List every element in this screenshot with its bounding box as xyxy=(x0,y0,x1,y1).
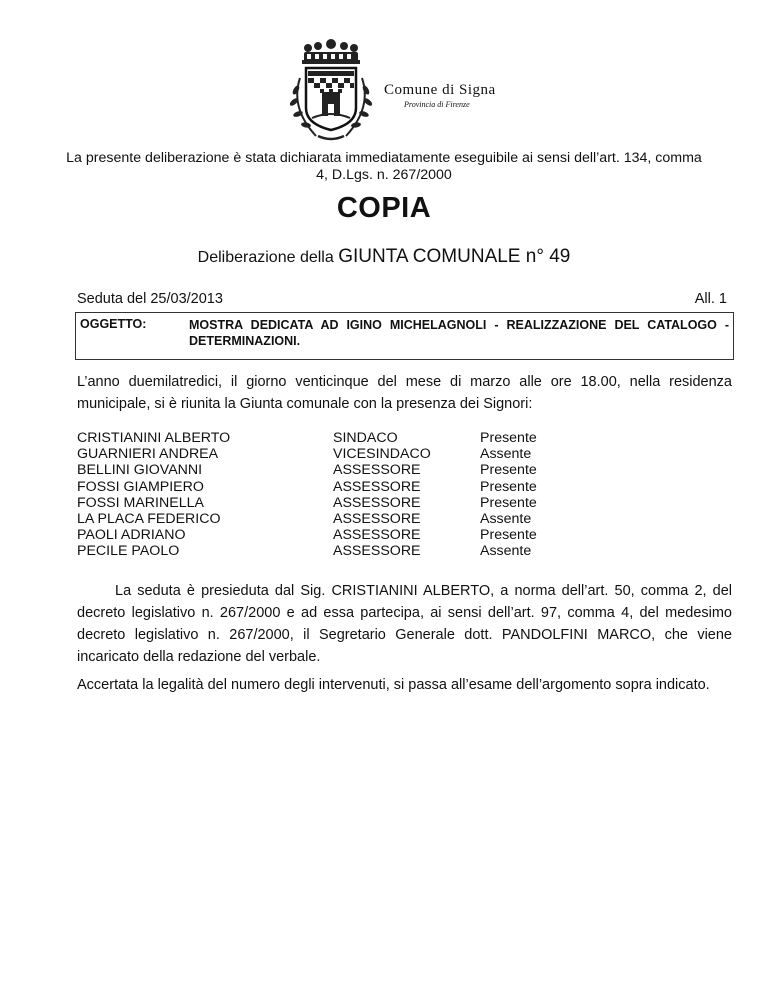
province-name: Provincia di Firenze xyxy=(404,100,470,109)
member-row xyxy=(77,543,577,559)
member-name: PAOLI ADRIANO xyxy=(77,527,186,544)
member-role: ASSESSORE xyxy=(333,510,421,527)
member-name: PECILE PAOLO xyxy=(77,543,180,560)
crown-icon xyxy=(302,39,360,64)
member-name: CRISTIANINI ALBERTO xyxy=(77,430,231,446)
member-status: Presente xyxy=(480,478,537,495)
member-status: Presente xyxy=(480,462,537,479)
member-row xyxy=(77,527,577,543)
member-role: ASSESSORE xyxy=(333,527,421,544)
municipality-name: Comune di Signa xyxy=(384,82,496,98)
member-role: ASSESSORE xyxy=(333,462,421,479)
member-role: SINDACO xyxy=(333,430,398,446)
member-status: Assente xyxy=(480,510,532,527)
deliberation-prefix: Deliberazione della xyxy=(197,249,334,266)
member-status: Presente xyxy=(480,494,537,511)
member-role: ASSESSORE xyxy=(333,478,421,495)
subject-text: MOSTRA DEDICATA AD IGINO MICHELAGNOLI - REALIZZAZIONE DEL CATALOGO - DETERMINAZIONI. xyxy=(189,318,729,348)
member-role: VICESINDACO xyxy=(333,446,431,463)
session-date: Seduta del 25/03/2013 xyxy=(77,291,223,307)
member-status: Assente xyxy=(480,543,532,560)
member-name: FOSSI GIAMPIERO xyxy=(77,478,204,495)
members-list xyxy=(77,430,577,560)
presidency-paragraph: La seduta è presieduta dal Sig. CRISTIANINI ALBERTO, a norma dell’art. 50, comma 2, del decreto legislativo n. 267/2000 e ad essa partecipa, ai sensi dell’art. 97, comma 4, del medesimo decreto legislativo n. 267/2000, il Segretario Generale dott. PANDOLFINI MARCO, che viene incaricato della redazione del verbale. xyxy=(77,583,732,665)
member-name: FOSSI MARINELLA xyxy=(77,494,204,511)
deliberation-title xyxy=(0,246,768,268)
member-row xyxy=(77,479,577,495)
quorum-paragraph: Accertata la legalità del numero degli intervenuti, si passa all’esame dell’argomento sopra indicato. xyxy=(77,677,710,693)
member-role: ASSESSORE xyxy=(333,543,421,560)
intro-paragraph: L’anno duemilatredici, il giorno venticinque del mese di marzo alle ore 18.00, nella residenza municipale, si è riunita la Giunta comunale con la presenza dei Signori: xyxy=(77,374,732,412)
member-name: LA PLACA FEDERICO xyxy=(77,510,221,527)
member-row xyxy=(77,430,577,446)
deliberation-body: GIUNTA COMUNALE n° 49 xyxy=(338,246,571,267)
member-row xyxy=(77,511,577,527)
member-status: Presente xyxy=(480,430,537,446)
subject-label: OGGETTO: xyxy=(80,317,147,331)
member-status: Assente xyxy=(480,446,532,463)
member-status: Presente xyxy=(480,527,537,544)
member-row xyxy=(77,462,577,478)
member-role: ASSESSORE xyxy=(333,494,421,511)
subject-box xyxy=(75,312,734,360)
copy-heading: COPIA xyxy=(336,192,432,224)
member-name: BELLINI GIOVANNI xyxy=(77,462,203,479)
municipality-header xyxy=(384,82,554,109)
member-row xyxy=(77,446,577,462)
member-row xyxy=(77,495,577,511)
attachment-label: All. 1 xyxy=(694,291,727,307)
execution-note: La presente deliberazione è stata dichiarata immediatamente eseguibile ai sensi dell’art. 134, comma 4, D.Lgs. n. 267/2000 xyxy=(66,150,702,183)
coat-of-arms-icon xyxy=(276,38,386,146)
member-name: GUARNIERI ANDREA xyxy=(77,446,219,463)
